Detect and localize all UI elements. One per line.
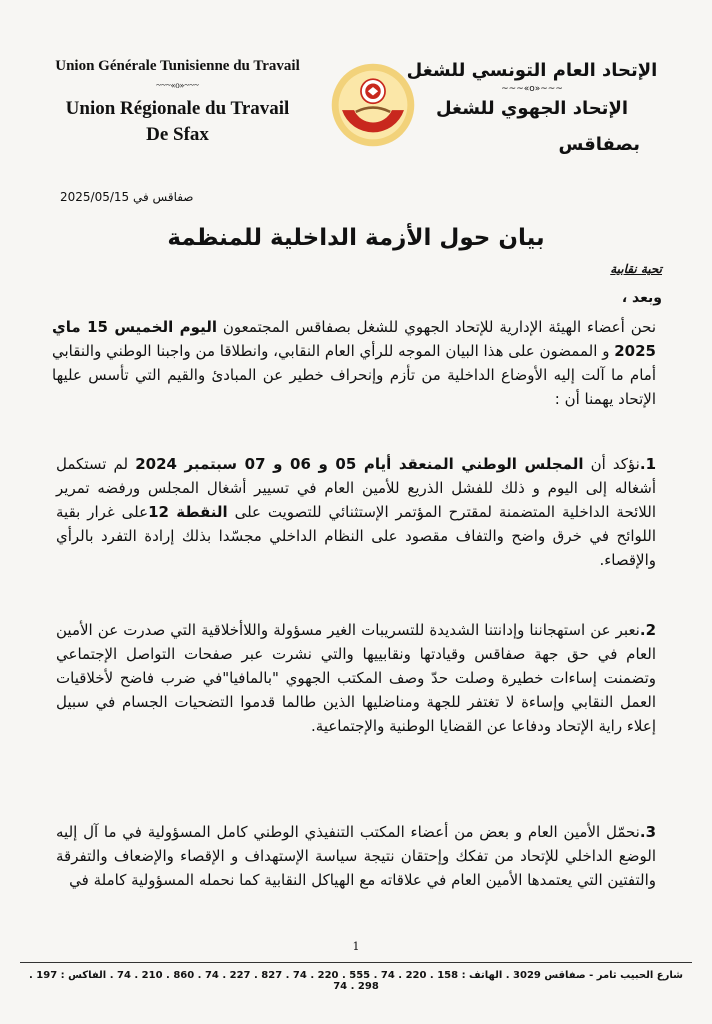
union-name-french: Union Générale Tunisienne du Travail <box>55 58 300 74</box>
document-title: بيان حول الأزمة الداخلية للمنظمة <box>167 225 545 251</box>
page-number: 1 <box>352 940 360 953</box>
ornament-right: ~~~«o»~~~ <box>501 84 563 94</box>
point-2: 2.نعبر عن استهجاننا وإدانتنا الشديدة للتسريبات الغير مسؤولة واللاأخلاقية التي صدرت عن الأمين العام في حق جهة صفاقس وقيادتها ونقابييها والتي نشرت عبر صفحات التواصل الإجتماعي وتضمنت إساءات خطيرة وصلت حدّ وصف المكتب الجهوي "بالمافيا"في ضرب فاضح لأخلاقيات العمل النقابي وإساءة لا تغتفر للجهة ومناضليها الذين طالما قدموا التضحيات الجسام في سبيل إعلاء راية الإتحاد ودفاعا عن القضايا الوطنية والإجتماعية. <box>56 621 656 735</box>
intro-paragraph: نحن أعضاء الهيئة الإدارية للإتحاد الجهوي للشغل بصفاقس المجتمعون اليوم الخميس 15 ماي 2025 و الممضون على هذا البيان الموجه للرأي العام النقابي، وانطلاقا من واجبنا الوطني والنقابي أمام ما آلت إليه الأوضاع الداخلية من تأزم وإنحراف خطير عن المبادئ والقيم التي تأسس عليها الإتحاد يهمنا أن : <box>52 318 657 408</box>
salutation: وبعد ، <box>621 290 662 306</box>
city-arabic: بصفاقس <box>558 134 640 155</box>
ornament-left: ~~~«o»~~~ <box>156 80 199 90</box>
footer-divider <box>20 962 692 963</box>
document-date: صفاقس في 2025/05/15 <box>60 190 194 204</box>
greeting: تحية نقابية <box>610 262 662 276</box>
footer-contact: شارع الحبيب ثامر - صفاقس 3029 . الهاتف : 158 . 220 . 74 . 555 . 220 . 74 . 827 . 227 . 74 . 860 . 210 . 74 . الفاكس : 197 . 298 . 74 <box>29 970 683 992</box>
city-french: De Sfax <box>146 124 209 145</box>
union-name-arabic: الإتحاد العام التونسي للشغل <box>406 60 658 81</box>
point-3: 3.نحمّل الأمين العام و بعض من أعضاء المكتب التنفيذي الوطني كامل المسؤولية في ما آل إليه الوضع الداخلي للإتحاد من تفكك وإحتقان نتيجة سياسة الإستهداف و الإقصاء والإضعاف والتفرقة والتفتين التي يعتمدها الأمين العام في علاقاته مع الهياكل النقابية كما نحمله المسؤولية كاملة في <box>56 823 656 889</box>
regional-union-french: Union Régionale du Travail <box>65 98 290 119</box>
regional-union-arabic: الإتحاد الجهوي للشغل <box>435 98 629 119</box>
point-1: 1.نؤكد أن المجلس الوطني المنعقد أيام 05 و 06 و 07 سبتمبر 2024 لم تستكمل أشغاله إلى اليوم و ذلك للفشل الذريع للأمين العام في تسيير أشغال المجلس ورفضه تمرير اللائحة الداخلية المتضمنة لمقترح المؤتمر الإستثنائي للتصويت على النقطة 12على غرار بقية اللوائح في خرق واضح والتفاف مقصود على النظام الداخلي مجسّدا بذلك إرادة التفرد بالرأي والإقصاء. <box>56 455 656 569</box>
